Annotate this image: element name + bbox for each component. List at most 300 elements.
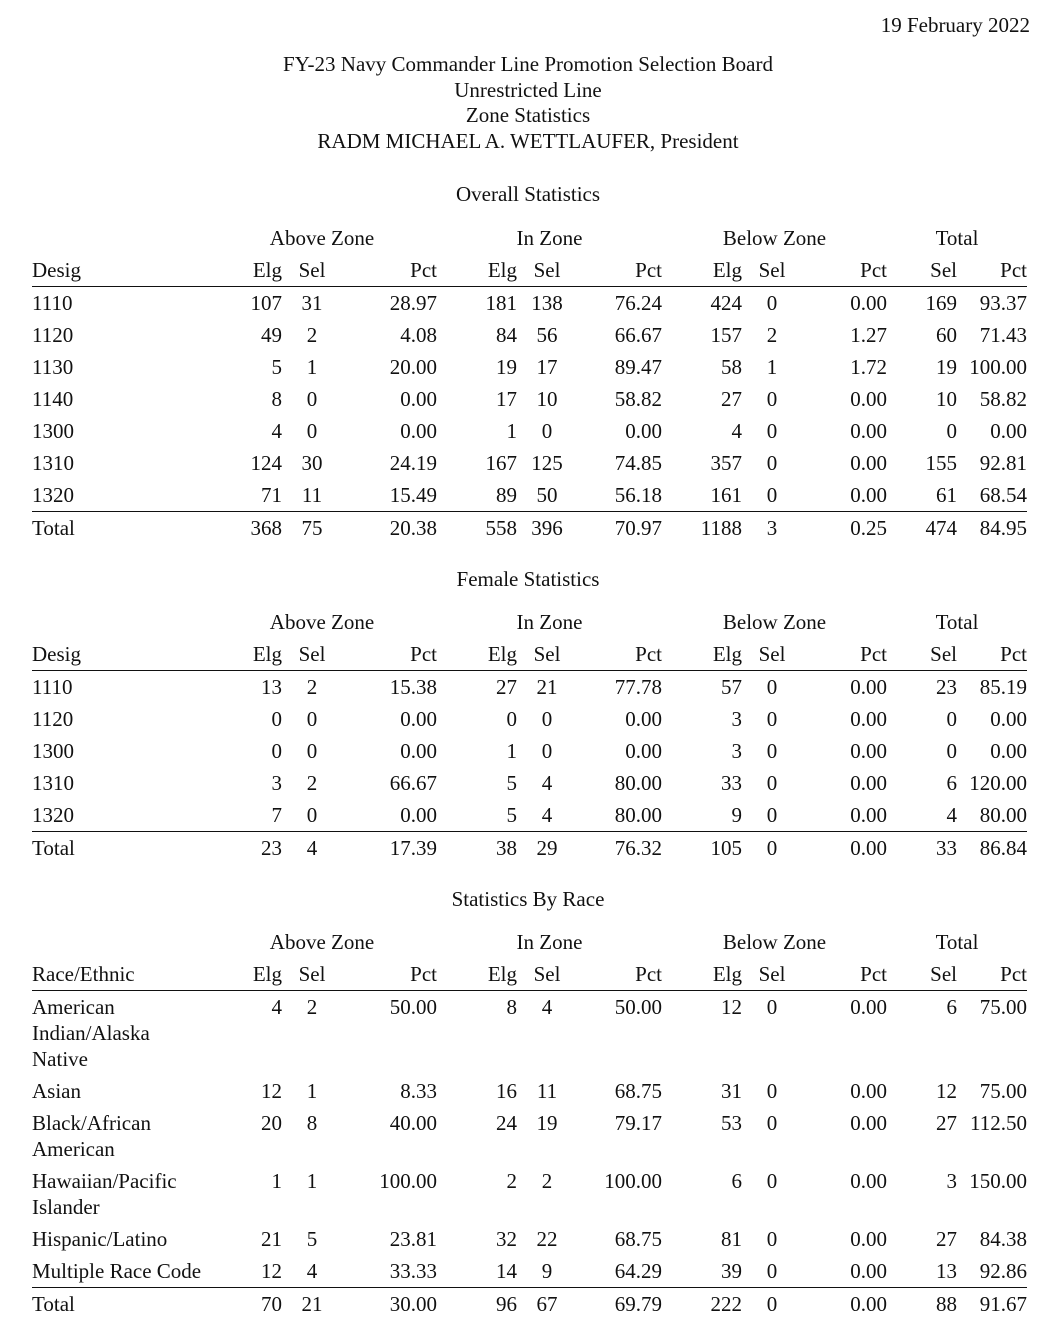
group-in: In Zone <box>516 226 583 250</box>
column-header-pct: Pct <box>342 958 437 991</box>
cell-sel: 23 <box>936 675 957 699</box>
cell-sel: 13 <box>936 1259 957 1283</box>
total-row <box>32 832 1027 865</box>
cell-elg: 12 <box>261 1079 282 1103</box>
blank-cell <box>32 222 207 254</box>
cell-sel: 31 <box>301 291 323 315</box>
cell-elg: 5 <box>506 803 517 827</box>
column-header-pct: Pct <box>802 638 887 671</box>
cell-elg: 1 <box>271 1169 282 1193</box>
cell-sel: 12 <box>936 1079 957 1103</box>
cell-pct: 0.00 <box>990 707 1027 731</box>
total-pct: 17.39 <box>342 832 437 865</box>
cell-elg: 19 <box>496 355 517 379</box>
cell-sel: 0 <box>946 419 957 443</box>
cell-elg: 24 <box>496 1111 517 1135</box>
table-row <box>32 415 1027 447</box>
cell-elg: 167 <box>485 451 517 475</box>
total-label: Total <box>32 512 207 545</box>
table-row <box>32 447 1027 479</box>
cell-sel: 0 <box>766 387 778 411</box>
cell-sel: 0 <box>766 803 778 827</box>
row-label: 1310 <box>32 451 74 475</box>
overall-statistics-title: Overall Statistics <box>455 182 601 206</box>
row-label: 1300 <box>32 739 74 763</box>
cell-elg: 27 <box>721 387 742 411</box>
cell-sel: 0 <box>541 739 553 763</box>
cell-pct: 68.54 <box>979 483 1027 507</box>
cell-pct: 120.00 <box>969 771 1027 795</box>
cell-sel: 0 <box>946 707 957 731</box>
table-row <box>32 287 1027 320</box>
total-sel: 21 <box>282 1288 342 1321</box>
cell-pct: 66.67 <box>614 323 662 347</box>
cell-sel: 0 <box>306 387 318 411</box>
column-header-elg: Elg <box>662 254 742 287</box>
cell-pct: 92.86 <box>979 1259 1027 1283</box>
cell-pct: 66.67 <box>389 771 437 795</box>
column-header-elg: Elg <box>662 638 742 671</box>
cell-pct: 100.00 <box>379 1169 437 1193</box>
cell-pct: 0.00 <box>625 739 662 763</box>
cell-sel: 6 <box>946 771 957 795</box>
column-header-pct: Pct <box>577 254 662 287</box>
total-pct: 0.00 <box>802 832 887 865</box>
total-elg: 558 <box>437 512 517 545</box>
cell-elg: 27 <box>496 675 517 699</box>
cell-sel: 2 <box>306 675 318 699</box>
group-total: Total <box>935 226 979 250</box>
column-header-sel: Sel <box>517 638 577 671</box>
column-header-sel: Sel <box>742 638 802 671</box>
report-header <box>0 52 1050 154</box>
total-sel: 67 <box>517 1288 577 1321</box>
total-sel: 75 <box>282 512 342 545</box>
row-label: 1120 <box>32 323 74 347</box>
cell-pct: 80.00 <box>979 803 1027 827</box>
line-category: Unrestricted Line <box>454 77 602 102</box>
cell-sel: 125 <box>531 451 563 475</box>
cell-pct: 150.00 <box>969 1169 1027 1193</box>
row-label: 1140 <box>32 387 74 411</box>
cell-elg: 33 <box>721 771 742 795</box>
cell-pct: 0.00 <box>990 419 1027 443</box>
row-label: Hawaiian/Pacific Islander <box>32 1169 177 1219</box>
cell-pct: 50.00 <box>389 995 437 1019</box>
cell-elg: 84 <box>496 323 517 347</box>
cell-pct: 56.18 <box>614 483 662 507</box>
cell-elg: 3 <box>271 771 282 795</box>
cell-elg: 5 <box>271 355 282 379</box>
cell-sel: 0 <box>766 995 778 1019</box>
cell-elg: 1 <box>506 419 517 443</box>
cell-pct: 0.00 <box>400 419 437 443</box>
cell-sel: 27 <box>936 1111 957 1135</box>
total-elg: 23 <box>207 832 282 865</box>
column-header-pct: Pct <box>802 254 887 287</box>
total-elg: 368 <box>207 512 282 545</box>
cell-sel: 4 <box>541 771 553 795</box>
table-row <box>32 671 1027 704</box>
blank-cell <box>32 606 207 638</box>
table-row <box>32 703 1027 735</box>
cell-pct: 93.37 <box>979 291 1027 315</box>
cell-elg: 20 <box>261 1111 282 1135</box>
cell-pct: 0.00 <box>850 995 887 1019</box>
cell-elg: 161 <box>710 483 742 507</box>
cell-elg: 107 <box>250 291 282 315</box>
cell-elg: 0 <box>506 707 517 731</box>
cell-pct: 92.81 <box>979 451 1027 475</box>
column-header-elg: Elg <box>437 254 517 287</box>
table-row <box>32 479 1027 512</box>
cell-sel: 1 <box>306 355 318 379</box>
group-above: Above Zone <box>269 930 375 954</box>
total-pct: 86.84 <box>957 832 1027 865</box>
cell-pct: 80.00 <box>614 803 662 827</box>
cell-sel: 0 <box>766 483 778 507</box>
cell-sel: 3 <box>946 1169 957 1193</box>
column-header-elg: Elg <box>662 958 742 991</box>
cell-sel: 2 <box>541 1169 553 1193</box>
cell-sel: 6 <box>946 995 957 1019</box>
total-elg: 1188 <box>662 512 742 545</box>
cell-pct: 89.47 <box>614 355 662 379</box>
cell-sel: 0 <box>766 1111 778 1135</box>
column-header-sel: Sel <box>282 958 342 991</box>
cell-pct: 24.19 <box>389 451 437 475</box>
total-elg: 96 <box>437 1288 517 1321</box>
group-above: Above Zone <box>269 610 375 634</box>
cell-pct: 0.00 <box>850 1169 887 1193</box>
cell-elg: 1 <box>506 739 517 763</box>
column-header-sel: Sel <box>282 638 342 671</box>
cell-pct: 84.38 <box>979 1227 1027 1251</box>
cell-elg: 14 <box>496 1259 517 1283</box>
cell-sel: 0 <box>306 739 318 763</box>
cell-elg: 8 <box>506 995 517 1019</box>
cell-sel: 4 <box>306 1259 318 1283</box>
total-elg: 105 <box>662 832 742 865</box>
cell-pct: 0.00 <box>625 707 662 731</box>
cell-pct: 15.49 <box>389 483 437 507</box>
cell-pct: 0.00 <box>850 291 887 315</box>
overall-statistics-table <box>32 222 1027 544</box>
table-row <box>32 1223 1027 1255</box>
group-in: In Zone <box>516 610 583 634</box>
table-row <box>32 1107 1027 1165</box>
cell-sel: 0 <box>306 707 318 731</box>
cell-pct: 0.00 <box>850 675 887 699</box>
table-row <box>32 383 1027 415</box>
cell-sel: 4 <box>946 803 957 827</box>
report-date: 19 February 2022 <box>880 13 1030 37</box>
cell-sel: 2 <box>766 323 778 347</box>
column-header-sel: Sel <box>282 254 342 287</box>
cell-sel: 4 <box>541 995 553 1019</box>
cell-elg: 0 <box>271 739 282 763</box>
cell-elg: 57 <box>721 675 742 699</box>
column-header-pct: Pct <box>342 254 437 287</box>
cell-elg: 71 <box>261 483 282 507</box>
cell-pct: 0.00 <box>850 387 887 411</box>
column-header-sel: Sel <box>517 254 577 287</box>
cell-pct: 0.00 <box>625 419 662 443</box>
cell-pct: 33.33 <box>389 1259 437 1283</box>
column-header-pct: Pct <box>577 638 662 671</box>
row-label: Multiple Race Code <box>32 1259 202 1283</box>
row-label: 1320 <box>32 803 74 827</box>
column-header-row <box>32 254 1027 287</box>
cell-pct: 0.00 <box>850 771 887 795</box>
cell-sel: 2 <box>306 771 318 795</box>
cell-sel: 4 <box>541 803 553 827</box>
cell-sel: 56 <box>536 323 558 347</box>
column-header-sel: Sel <box>742 958 802 991</box>
table-row <box>32 351 1027 383</box>
column-header-sel: Sel <box>887 958 957 991</box>
total-row <box>32 1288 1027 1321</box>
group-above: Above Zone <box>269 226 375 250</box>
cell-pct: 112.50 <box>970 1111 1027 1135</box>
cell-pct: 0.00 <box>850 707 887 731</box>
group-below: Below Zone <box>722 930 827 954</box>
cell-elg: 4 <box>271 419 282 443</box>
column-header-sel: Sel <box>517 958 577 991</box>
cell-sel: 9 <box>541 1259 553 1283</box>
total-sel: 474 <box>887 512 957 545</box>
cell-pct: 0.00 <box>400 387 437 411</box>
column-header-elg: Elg <box>207 638 282 671</box>
cell-sel: 169 <box>925 291 957 315</box>
table-row <box>32 1165 1027 1223</box>
cell-sel: 2 <box>306 323 318 347</box>
cell-pct: 64.29 <box>614 1259 662 1283</box>
cell-sel: 0 <box>766 1259 778 1283</box>
cell-pct: 100.00 <box>969 355 1027 379</box>
table-row <box>32 991 1027 1076</box>
cell-sel: 19 <box>936 355 957 379</box>
cell-elg: 53 <box>721 1111 742 1135</box>
cell-sel: 1 <box>306 1079 318 1103</box>
cell-sel: 0 <box>766 291 778 315</box>
cell-sel: 0 <box>766 771 778 795</box>
cell-sel: 2 <box>306 995 318 1019</box>
column-header-pct: Pct <box>957 638 1027 671</box>
cell-elg: 21 <box>261 1227 282 1251</box>
cell-sel: 0 <box>766 675 778 699</box>
cell-sel: 0 <box>766 419 778 443</box>
cell-sel: 22 <box>536 1227 558 1251</box>
cell-sel: 138 <box>531 291 563 315</box>
cell-sel: 0 <box>541 419 553 443</box>
cell-pct: 100.00 <box>604 1169 662 1193</box>
row-label: Hispanic/Latino <box>32 1227 168 1251</box>
column-header-pct: Pct <box>577 958 662 991</box>
race-statistics-title: Statistics By Race <box>451 887 605 911</box>
total-pct: 69.79 <box>577 1288 662 1321</box>
column-header-elg: Elg <box>437 638 517 671</box>
column-header-label: Race/Ethnic <box>32 958 207 991</box>
cell-elg: 49 <box>261 323 282 347</box>
cell-pct: 20.00 <box>389 355 437 379</box>
cell-elg: 424 <box>710 291 742 315</box>
cell-elg: 13 <box>261 675 282 699</box>
cell-sel: 5 <box>306 1227 318 1251</box>
cell-elg: 32 <box>496 1227 517 1251</box>
table-row <box>32 735 1027 767</box>
cell-sel: 1 <box>306 1169 318 1193</box>
cell-sel: 27 <box>936 1227 957 1251</box>
cell-pct: 0.00 <box>850 739 887 763</box>
cell-sel: 50 <box>536 483 558 507</box>
cell-elg: 58 <box>721 355 742 379</box>
cell-elg: 9 <box>731 803 742 827</box>
group-below: Below Zone <box>722 226 827 250</box>
total-sel: 396 <box>517 512 577 545</box>
cell-pct: 50.00 <box>614 995 662 1019</box>
row-label: 1320 <box>32 483 74 507</box>
cell-sel: 60 <box>936 323 957 347</box>
cell-pct: 68.75 <box>614 1079 662 1103</box>
cell-elg: 3 <box>731 739 742 763</box>
total-sel: 4 <box>282 832 342 865</box>
total-pct: 70.97 <box>577 512 662 545</box>
cell-elg: 157 <box>710 323 742 347</box>
zone-group-header <box>32 606 1027 638</box>
cell-sel: 0 <box>306 803 318 827</box>
cell-elg: 89 <box>496 483 517 507</box>
column-header-pct: Pct <box>342 638 437 671</box>
table-row <box>32 1255 1027 1288</box>
cell-pct: 85.19 <box>979 675 1027 699</box>
cell-elg: 4 <box>731 419 742 443</box>
row-label: American Indian/Alaska Native <box>32 995 150 1071</box>
cell-elg: 17 <box>496 387 517 411</box>
total-elg: 38 <box>437 832 517 865</box>
column-header-label: Desig <box>32 254 207 287</box>
row-label: 1310 <box>32 771 74 795</box>
cell-pct: 0.00 <box>850 1079 887 1103</box>
total-pct: 20.38 <box>342 512 437 545</box>
cell-pct: 58.82 <box>614 387 662 411</box>
cell-sel: 0 <box>766 707 778 731</box>
total-pct: 84.95 <box>957 512 1027 545</box>
zone-group-header <box>32 926 1027 958</box>
total-pct: 30.00 <box>342 1288 437 1321</box>
cell-pct: 0.00 <box>400 707 437 731</box>
cell-pct: 0.00 <box>400 739 437 763</box>
cell-elg: 12 <box>721 995 742 1019</box>
column-header-elg: Elg <box>437 958 517 991</box>
cell-pct: 0.00 <box>850 451 887 475</box>
cell-pct: 76.24 <box>614 291 662 315</box>
row-label: Black/African American <box>32 1111 151 1161</box>
race-statistics-table <box>32 926 1027 1320</box>
cell-pct: 77.78 <box>614 675 662 699</box>
cell-pct: 1.72 <box>850 355 887 379</box>
total-sel: 88 <box>887 1288 957 1321</box>
board-president: RADM MICHAEL A. WETTLAUFER, President <box>317 128 739 153</box>
cell-sel: 61 <box>936 483 957 507</box>
cell-sel: 30 <box>301 451 323 475</box>
total-pct: 0.25 <box>802 512 887 545</box>
cell-pct: 23.81 <box>389 1227 437 1251</box>
cell-pct: 79.17 <box>614 1111 662 1135</box>
column-header-row <box>32 958 1027 991</box>
cell-pct: 0.00 <box>850 803 887 827</box>
cell-sel: 1 <box>766 355 778 379</box>
cell-pct: 68.75 <box>614 1227 662 1251</box>
column-header-pct: Pct <box>957 958 1027 991</box>
column-header-sel: Sel <box>742 254 802 287</box>
column-header-elg: Elg <box>207 958 282 991</box>
cell-pct: 0.00 <box>850 1259 887 1283</box>
total-pct: 76.32 <box>577 832 662 865</box>
cell-sel: 8 <box>306 1111 318 1135</box>
cell-pct: 0.00 <box>850 419 887 443</box>
total-sel: 33 <box>887 832 957 865</box>
cell-sel: 10 <box>536 387 558 411</box>
cell-pct: 0.00 <box>850 1111 887 1135</box>
row-label: 1110 <box>32 291 73 315</box>
total-row <box>32 512 1027 545</box>
column-header-pct: Pct <box>802 958 887 991</box>
cell-sel: 11 <box>536 1079 558 1103</box>
total-sel: 0 <box>742 832 802 865</box>
total-label: Total <box>32 1288 207 1321</box>
cell-elg: 2 <box>506 1169 517 1193</box>
column-header-sel: Sel <box>887 254 957 287</box>
cell-sel: 0 <box>306 419 318 443</box>
cell-pct: 0.00 <box>990 739 1027 763</box>
column-header-elg: Elg <box>207 254 282 287</box>
cell-sel: 11 <box>301 483 323 507</box>
cell-elg: 5 <box>506 771 517 795</box>
cell-elg: 31 <box>721 1079 742 1103</box>
cell-sel: 0 <box>766 451 778 475</box>
total-elg: 70 <box>207 1288 282 1321</box>
female-statistics-title: Female Statistics <box>456 567 600 591</box>
cell-sel: 0 <box>766 739 778 763</box>
cell-pct: 71.43 <box>979 323 1027 347</box>
table-row <box>32 799 1027 832</box>
cell-sel: 19 <box>536 1111 558 1135</box>
group-below: Below Zone <box>722 610 827 634</box>
cell-pct: 40.00 <box>389 1111 437 1135</box>
cell-pct: 28.97 <box>389 291 437 315</box>
cell-pct: 75.00 <box>979 1079 1027 1103</box>
cell-elg: 0 <box>271 707 282 731</box>
total-pct: 91.67 <box>957 1288 1027 1321</box>
cell-sel: 0 <box>766 1169 778 1193</box>
cell-pct: 0.00 <box>850 483 887 507</box>
cell-pct: 74.85 <box>614 451 662 475</box>
cell-elg: 181 <box>485 291 517 315</box>
blank-cell <box>32 926 207 958</box>
cell-sel: 155 <box>925 451 957 475</box>
row-label: Asian <box>32 1079 81 1103</box>
cell-sel: 17 <box>536 355 558 379</box>
column-header-pct: Pct <box>957 254 1027 287</box>
total-sel: 29 <box>517 832 577 865</box>
cell-elg: 7 <box>271 803 282 827</box>
group-total: Total <box>935 930 979 954</box>
cell-sel: 0 <box>946 739 957 763</box>
column-header-sel: Sel <box>887 638 957 671</box>
cell-elg: 3 <box>731 707 742 731</box>
cell-elg: 81 <box>721 1227 742 1251</box>
